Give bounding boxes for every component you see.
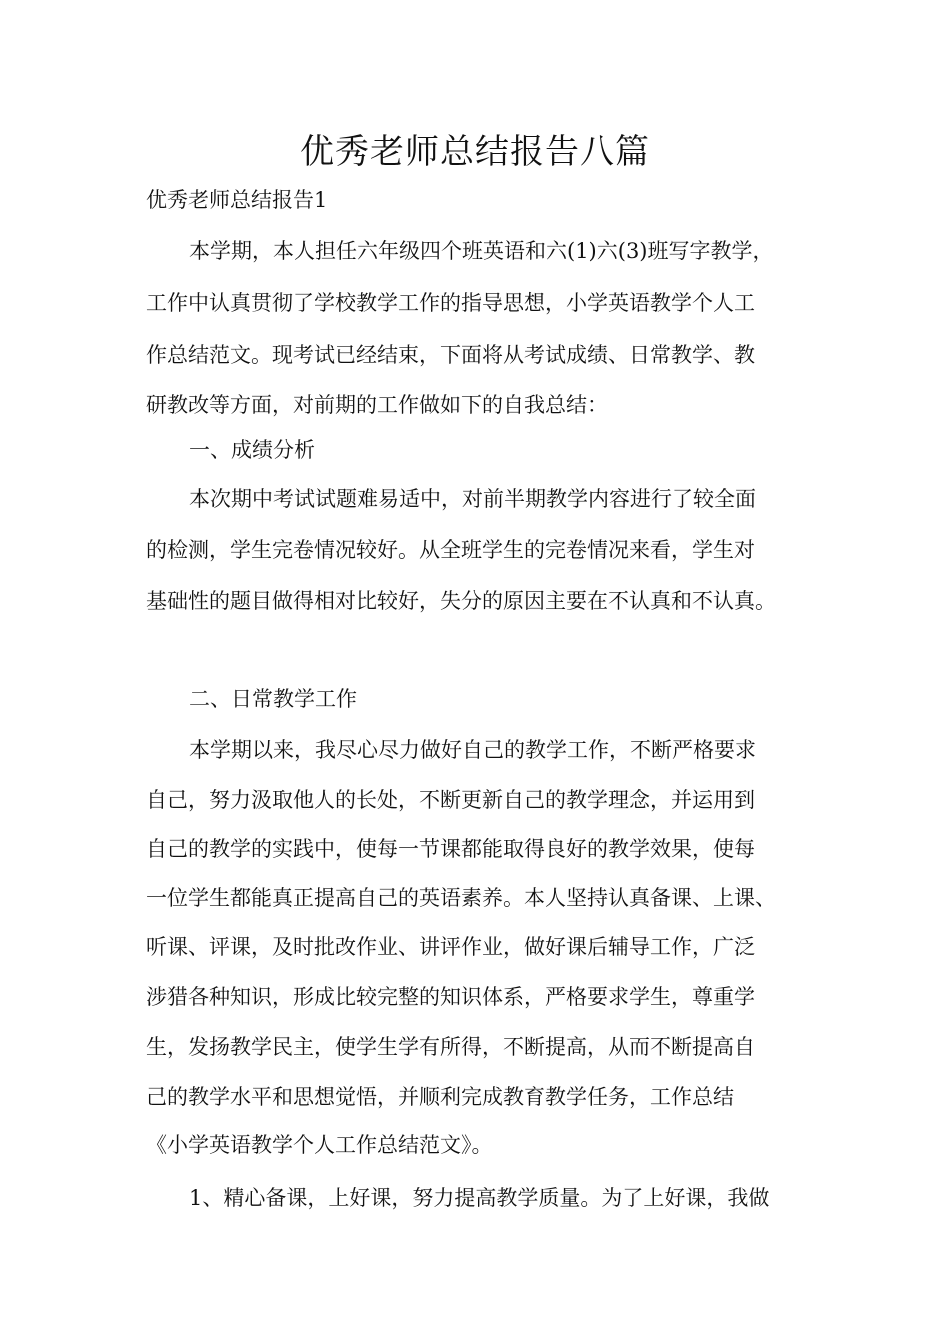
paragraph-line: 1、精心备课，上好课，努力提高教学质量。为了上好课，我做 [189, 1186, 770, 1210]
paragraph-line: 本学期以来，我尽心尽力做好自己的教学工作，不断严格要求 [189, 738, 756, 762]
paragraph-line: 涉猎各种知识，形成比较完整的知识体系，严格要求学生，尊重学 [146, 985, 755, 1009]
section-heading: 优秀老师总结报告1 [146, 188, 328, 212]
paragraph-line: 本学期，本人担任六年级四个班英语和六(1)六(3)班写字教学， [189, 239, 774, 263]
paragraph-line: 《小学英语教学个人工作总结范文》。 [146, 1133, 493, 1157]
paragraph-line: 己的教学水平和思想觉悟，并顺利完成教育教学任务，工作总结 [146, 1085, 734, 1109]
paragraph-line: 基础性的题目做得相对比较好，失分的原因主要在不认真和不认真。 [146, 589, 776, 613]
paragraph-line: 一位学生都能真正提高自己的英语素养。本人坚持认真备课、上课、 [146, 886, 776, 910]
paragraph-line: 自己的教学的实践中，使每一节课都能取得良好的教学效果，使每 [146, 837, 755, 861]
paragraph-line: 听课、评课，及时批改作业、讲评作业，做好课后辅导工作，广泛 [146, 935, 755, 959]
paragraph-line: 生，发扬教学民主，使学生学有所得，不断提高，从而不断提高自 [146, 1035, 755, 1059]
paragraph-line: 自己，努力汲取他人的长处，不断更新自己的教学理念，并运用到 [146, 788, 755, 812]
paragraph-line: 的检测，学生完卷情况较好。从全班学生的完卷情况来看，学生对 [146, 538, 755, 562]
paragraph-line: 本次期中考试试题难易适中，对前半期教学内容进行了较全面 [189, 487, 756, 511]
document-title: 优秀老师总结报告八篇 [300, 132, 650, 172]
paragraph-line: 作总结范文。现考试已经结束，下面将从考试成绩、日常教学、教 [146, 343, 755, 367]
paragraph-line: 研教改等方面，对前期的工作做如下的自我总结： [146, 393, 608, 417]
section-heading: 一、成绩分析 [189, 438, 315, 462]
paragraph-line: 工作中认真贯彻了学校教学工作的指导思想，小学英语教学个人工 [146, 291, 755, 315]
section-heading: 二、日常教学工作 [189, 687, 357, 711]
